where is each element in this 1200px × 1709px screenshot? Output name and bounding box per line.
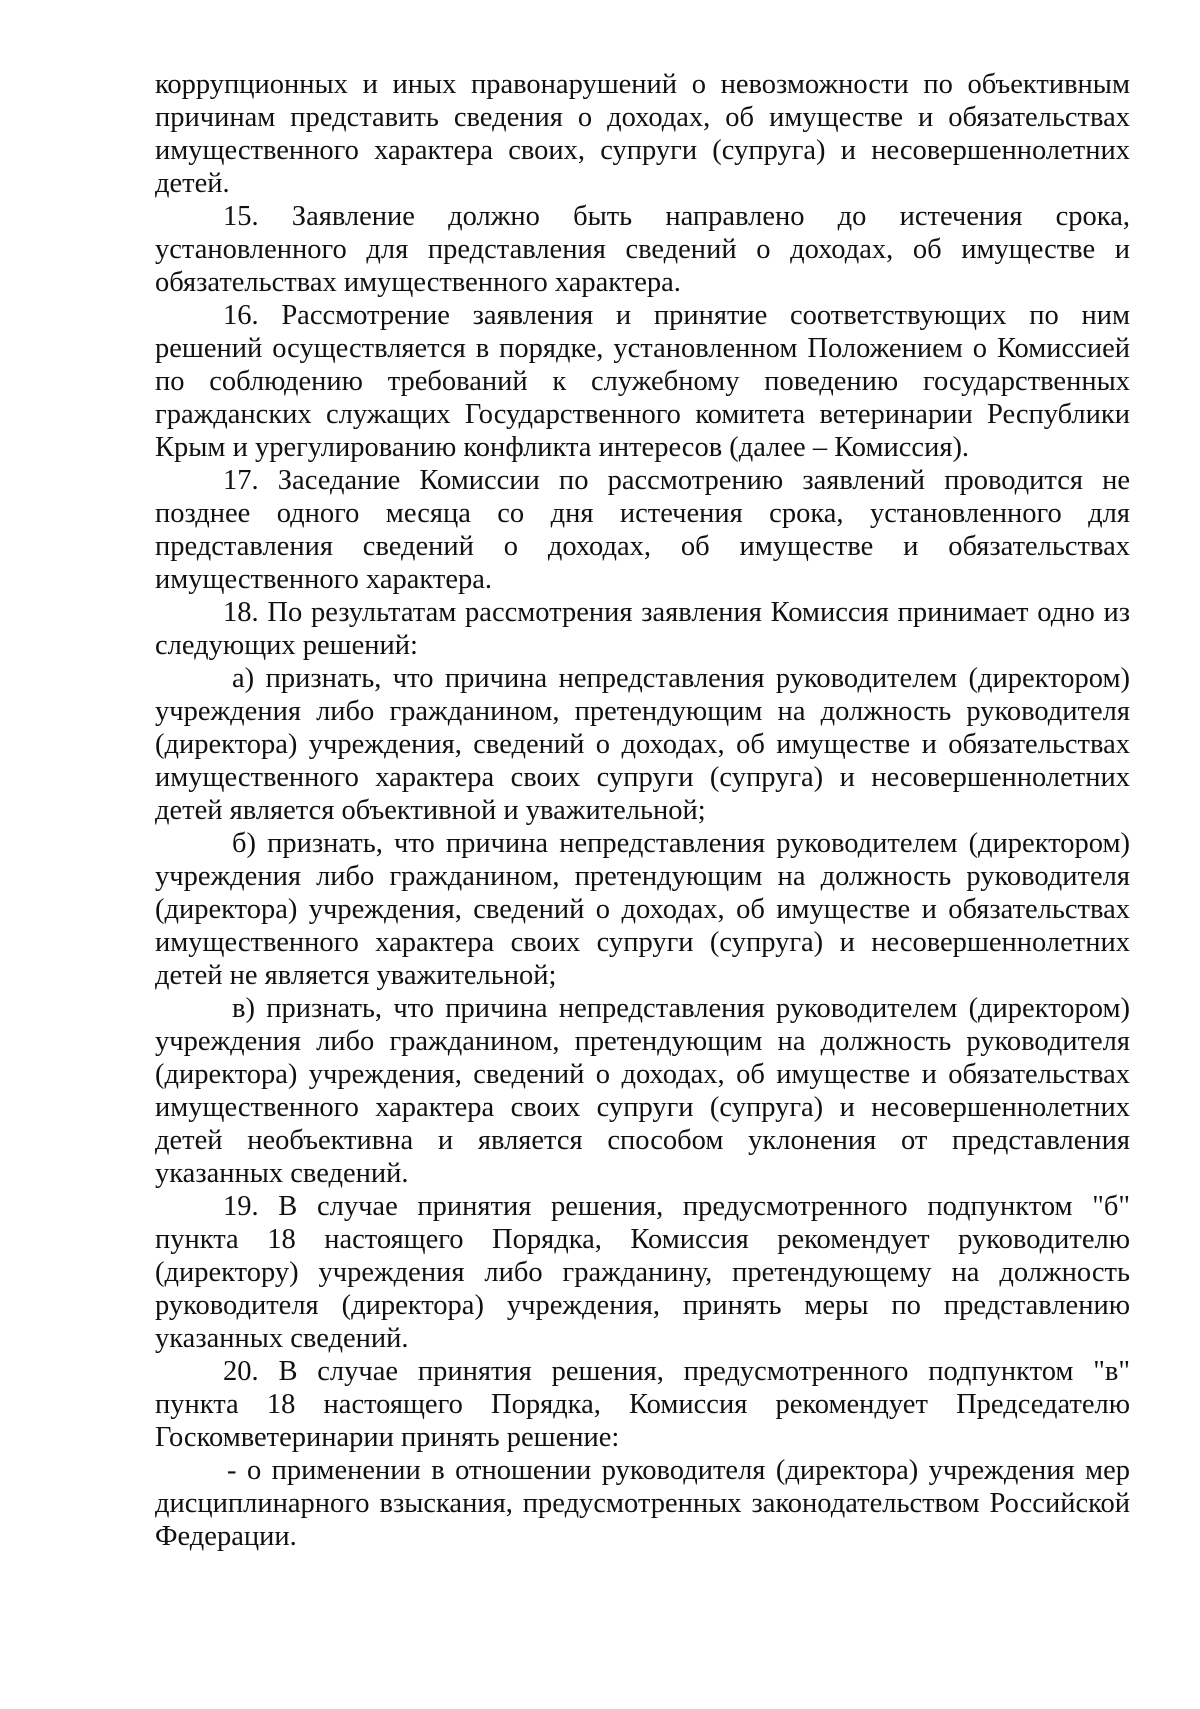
subparagraph-a: а) признать, что причина непредставления руководителем (директором) учреждения либо гражданином, претендующим на должность руководителя (директора) учреждения, сведений о доходах, об имуществе и обязательствах имущественного характера своих супруги (супруга) и несовершеннолетних детей является объективной и уважительной;: [155, 663, 1130, 826]
subparagraph-v: в) признать, что причина непредставления руководителем (директором) учреждения либо гражданином, претендующим на должность руководителя (директора) учреждения, сведений о доходах, об имуществе и обязательствах имущественного характера своих супруги (супруга) и несовершеннолетних детей необъективна и является способом уклонения от представления указанных сведений.: [155, 993, 1130, 1189]
paragraph-19: 19. В случае принятия решения, предусмотренного подпунктом "б" пункта 18 настоящего Порядка, Комиссия рекомендует руководителю (директору) учреждения либо гражданину, претендующему на должность руководителя (директора) учреждения, принять меры по представлению указанных сведений.: [155, 1191, 1130, 1354]
subparagraph-b: б) признать, что причина непредставления руководителем (директором) учреждения либо гражданином, претендующим на должность руководителя (директора) учреждения, сведений о доходах, об имуществе и обязательствах имущественного характера своих супруги (супруга) и несовершеннолетних детей не является уважительной;: [155, 828, 1130, 991]
paragraph-continuation: коррупционных и иных правонарушений о невозможности по объективным причинам представить сведения о доходах, об имуществе и обязательствах имущественного характера своих, супруги (супруга) и несовершеннолетних детей.: [155, 69, 1130, 199]
paragraph-16: 16. Рассмотрение заявления и принятие соответствующих по ним решений осуществляется в порядке, установленном Положением о Комиссией по соблюдению требований к служебному поведению государственных гражданских служащих Государственного комитета ветеринарии Республики Крым и урегулированию конфликта интересов (далее – Комиссия).: [155, 300, 1130, 463]
paragraph-17: 17. Заседание Комиссии по рассмотрению заявлений проводится не позднее одного месяца со дня истечения срока, установленного для представления сведений о доходах, об имуществе и обязательствах имущественного характера.: [155, 465, 1130, 595]
paragraph-20: 20. В случае принятия решения, предусмотренного подпунктом "в" пункта 18 настоящего Порядка, Комиссия рекомендует Председателю Госкомветеринарии принять решение:: [155, 1356, 1130, 1453]
list-item-disciplinary: - о применении в отношении руководителя (директора) учреждения мер дисциплинарного взыскания, предусмотренных законодательством Российской Федерации.: [155, 1455, 1130, 1552]
paragraph-15: 15. Заявление должно быть направлено до истечения срока, установленного для представления сведений о доходах, об имуществе и обязательствах имущественного характера.: [155, 201, 1130, 298]
paragraph-18: 18. По результатам рассмотрения заявления Комиссия принимает одно из следующих решений:: [155, 597, 1130, 661]
document-body: [155, 68, 1130, 1553]
